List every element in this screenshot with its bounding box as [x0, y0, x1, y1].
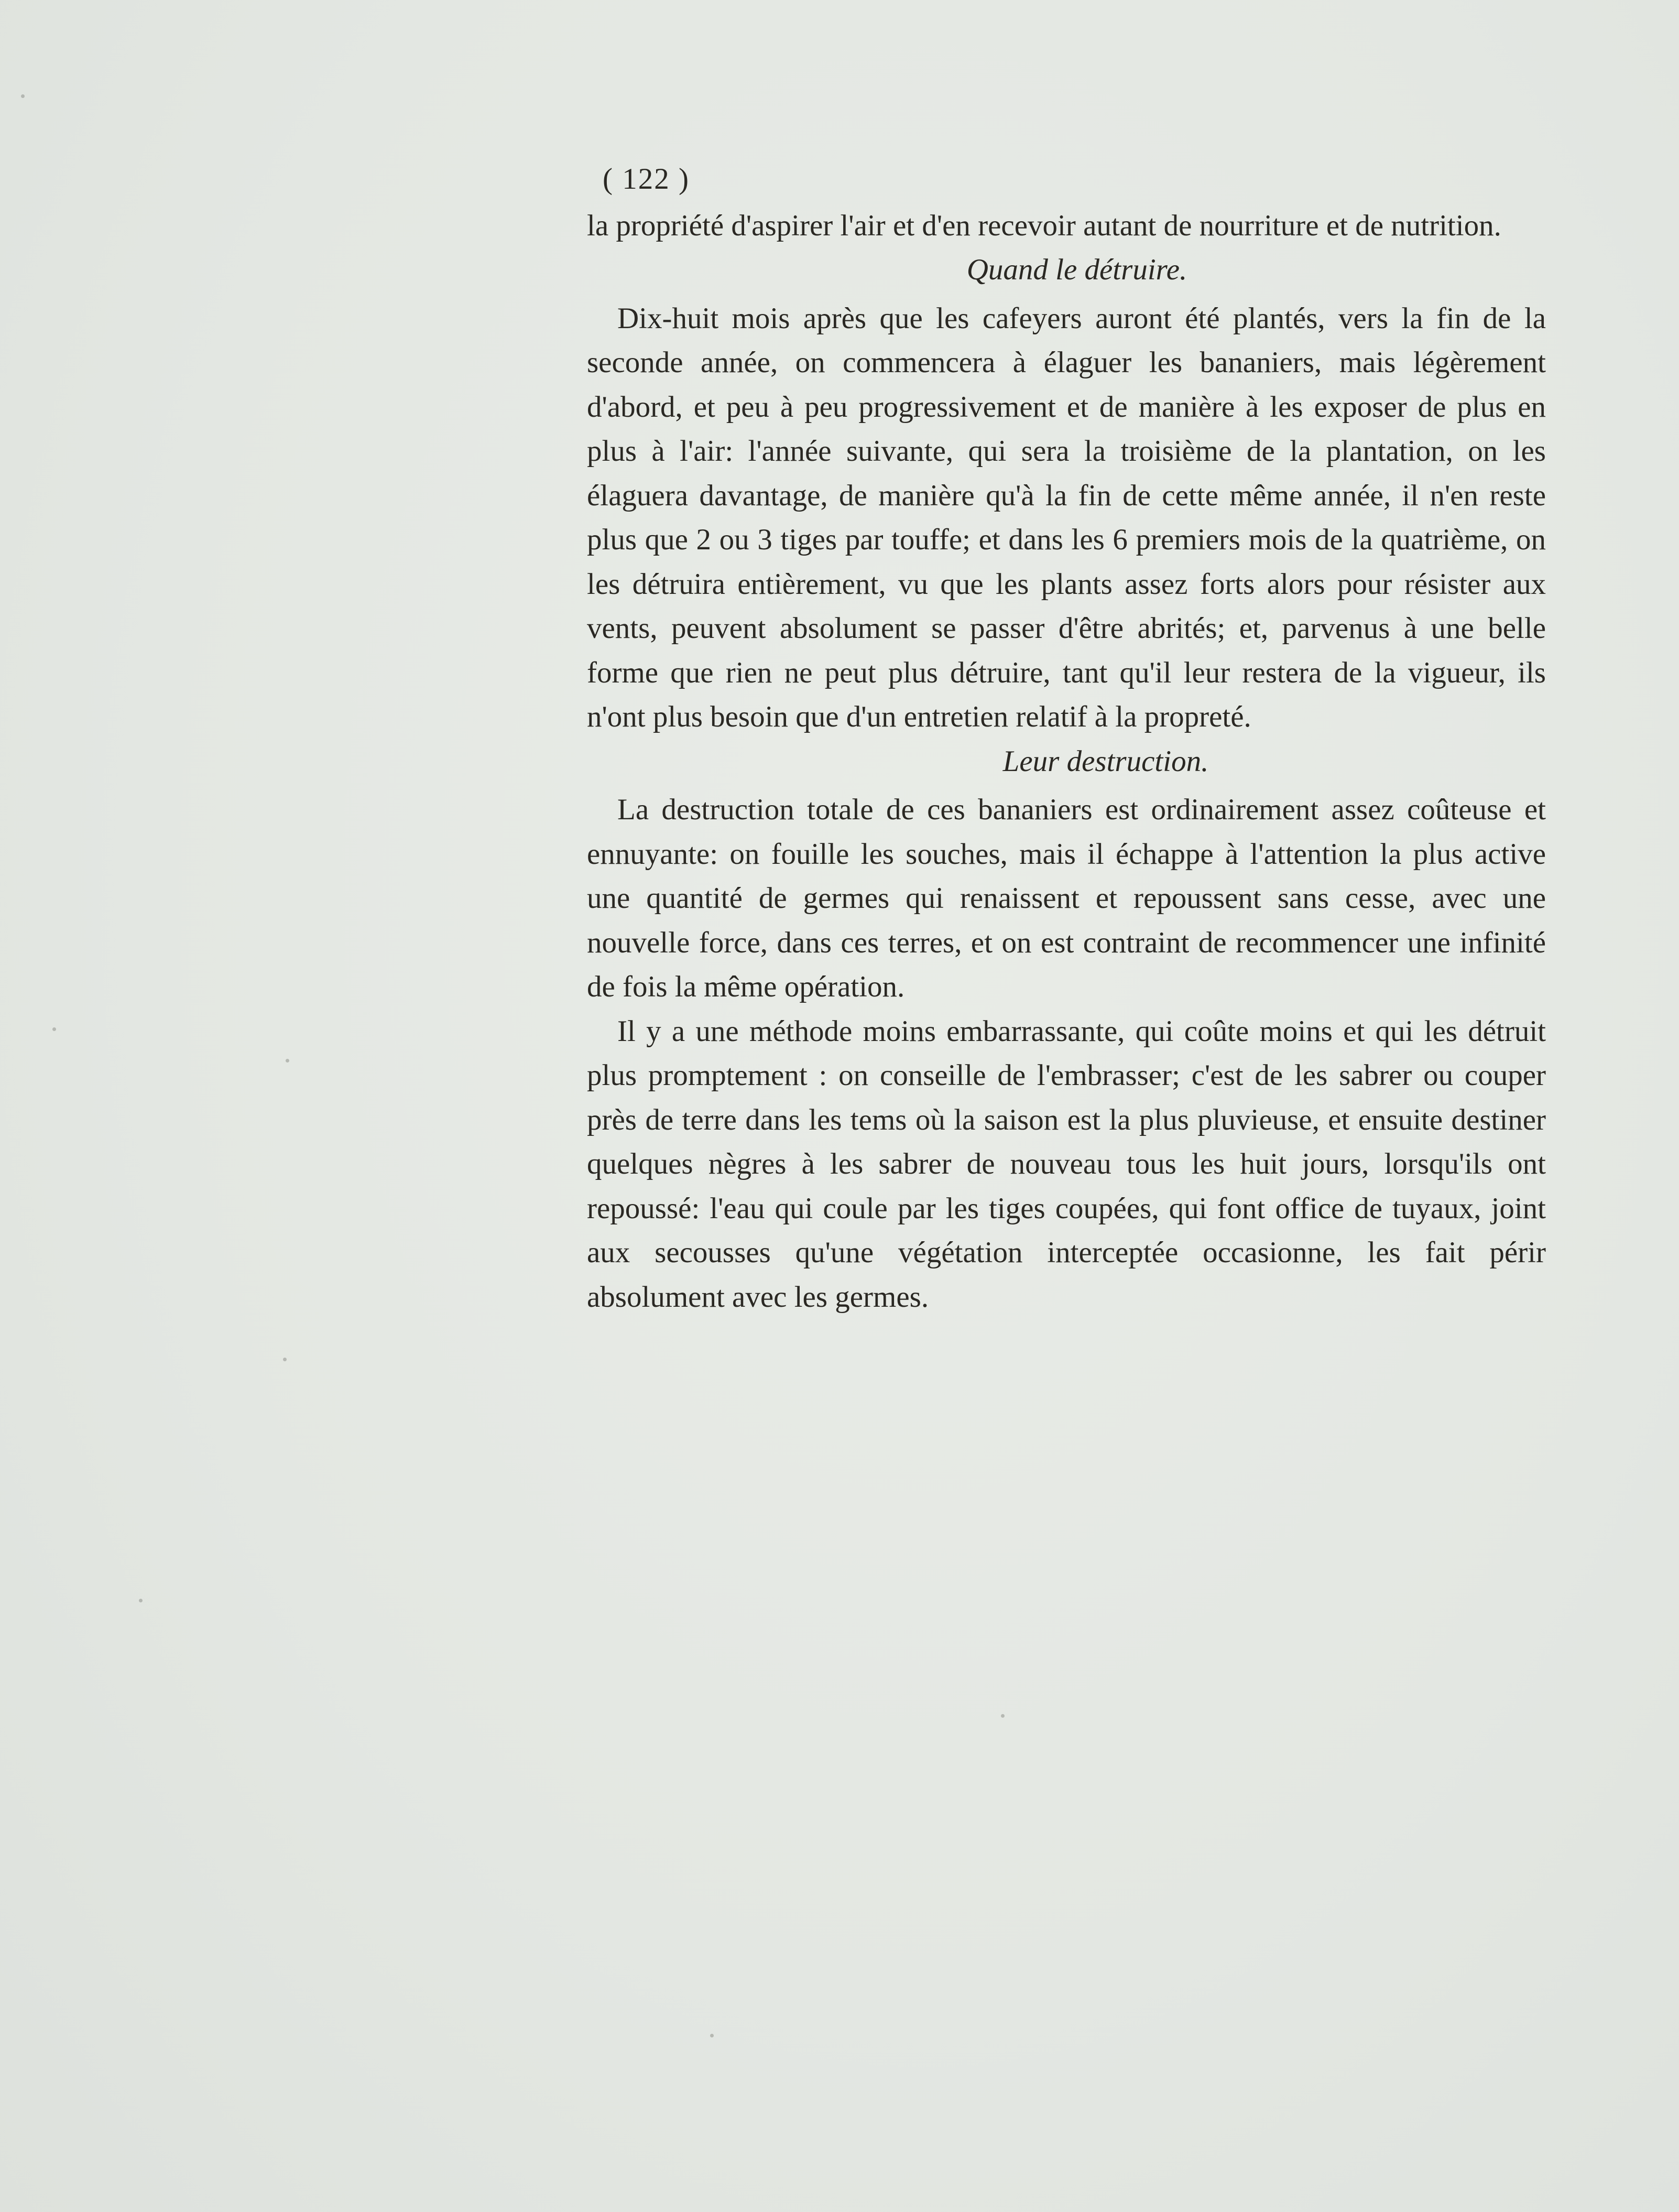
- paper-speck: [1001, 1714, 1005, 1718]
- paragraph-2: Dix-huit mois après que les cafeyers auront été plantés, vers la fin de la seconde année, on commencera à élaguer les bananiers, mais légèrement d'abord, et peu à peu progressivement et de manière à les exposer de plus en plus à l'air: l'année suivante, qui sera la troisième de la plantation, on les élaguera davantage, de manière qu'à la fin de cette même année, il n'en reste plus que 2 ou 3 tiges par touffe; et dans les 6 premiers mois de la quatrième, on les détruira entièrement, vu que les plants assez forts alors pour résister aux vents, peuvent absolument se passer d'être abrités; et, parvenus à une belle forme que rien ne peut plus détruire, tant qu'il leur restera de la vigueur, ils n'ont plus besoin que d'un entretien relatif à la propreté.: [587, 301, 1546, 733]
- paragraph-1: la propriété d'aspirer l'air et d'en recevoir autant de nourriture et de nutrition.: [587, 209, 1501, 242]
- paper-speck: [139, 1599, 143, 1602]
- page-text: [587, 157, 1546, 1319]
- paper-speck: [21, 94, 25, 98]
- paragraph-4: Il y a une méthode moins embarrassante, qui coûte moins et qui les détruit plus promptement : on conseille de l'embrasser; c'est de les sabrer ou couper près de terre dans les tems où la saison est la plus pluvieuse, et ensuite destiner quelques nègres à les sabrer de nouveau tous les huit jours, lorsqu'ils ont repoussé: l'eau qui coule par les tiges coupées, qui font office de tuyaux, joint aux secousses qu'une végétation interceptée occasionne, les fait périr absolument avec les germes.: [587, 1014, 1546, 1314]
- paragraph-3: La destruction totale de ces bananiers est ordinairement assez coûteuse et ennuyante: on fouille les souches, mais il échappe à l'attention la plus active une quantité de germes qui renaissent et repoussent sans cesse, avec une nouvelle force, dans ces terres, et on est contraint de recommencer une infinité de fois la même opération.: [587, 793, 1546, 1003]
- paper-speck: [286, 1059, 289, 1062]
- paper-speck: [283, 1358, 287, 1361]
- paper-speck: [710, 2034, 714, 2037]
- page-number: ( 122 ): [603, 162, 690, 196]
- section-heading-leur-destruction: Leur destruction.: [1002, 744, 1209, 778]
- section-heading-quand-le-detruire: Quand le détruire.: [966, 253, 1187, 286]
- paper-speck: [52, 1027, 56, 1031]
